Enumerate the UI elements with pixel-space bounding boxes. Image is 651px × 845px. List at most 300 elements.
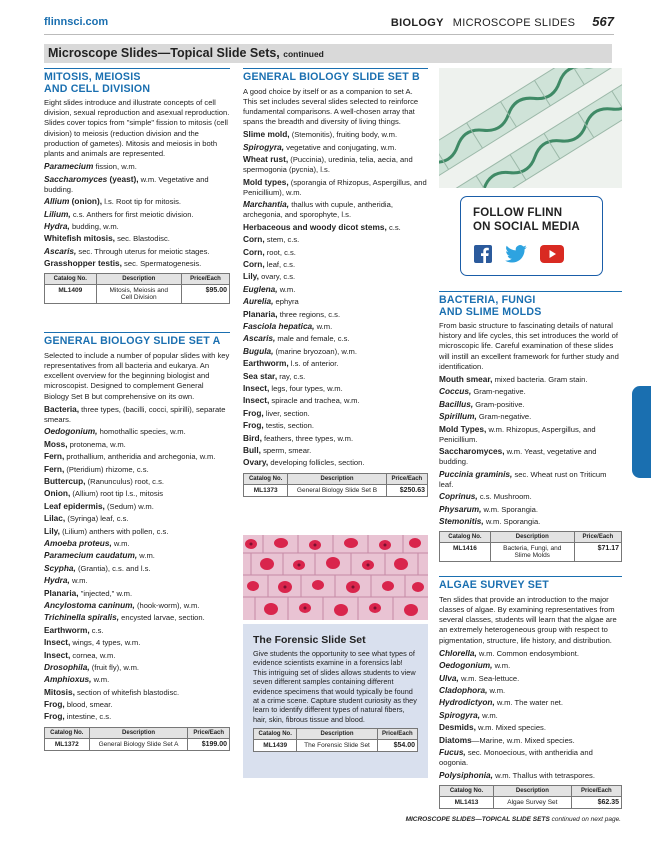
list-item [243,284,428,295]
item-name: Saccharomyces, [439,446,505,457]
social-title [473,206,580,234]
item-desc: w.m. Sporangia. [483,517,541,527]
stained-cells-image [243,535,428,620]
item-name: Herbaceous and woody dicot stems, [243,221,387,232]
item-name: Frog, [243,407,264,418]
th-cat: Catalog No. [440,532,491,543]
item-name: Mouth smear, [439,374,493,385]
item-name: Amoeba proteus, [44,537,112,548]
item-desc: (Syringa) leaf, c.s. [65,514,129,524]
list-item [44,674,230,685]
item-name: Insect, [44,649,71,660]
price: $54.00 [377,740,417,752]
item-name: Frog, [243,420,264,431]
item-desc: Gram-negative. [476,412,532,422]
forensic-table [253,728,418,752]
item-desc: w.m. [91,675,110,685]
mitosis-intro: Eight slides introduce and illustrate concepts of cell division, sexual reproduction and asexual reproduction. Slides cover topics from "simple" fission to mitosis (cell division) to meiosis (reduction division and the production of gametes). Mitosis and meiosis in both plants and animals are represented. [44,98,230,159]
product-line-1: Mitosis, Meiosis and [109,287,169,295]
item-desc: w.m. [111,538,130,548]
product-description: The Forensic Slide Set [297,740,377,752]
list-item [243,247,428,258]
gbsa-heading: GENERAL BIOLOGY SLIDE SET A [44,332,230,348]
item-name: Moss, [44,438,68,449]
list-item [44,612,230,623]
list-item [44,650,230,661]
th-cat: Catalog No. [45,727,90,738]
item-desc: (Sedum) w.m. [104,501,154,511]
item-name: Bird, [243,432,262,443]
list-item [44,526,230,537]
social-media-box [460,196,603,276]
list-item [44,711,230,722]
item-name: Oedogonium, [44,426,98,437]
list-item [243,154,428,175]
gbsa-intro: Selected to include a number of popular slides with key representatives from all bacteria and eukarya. An excellent overview for the beginning biologist and microscopist. Designed to complement General Biology Set B but comprehensive on its own. [44,350,230,401]
item-desc: c.s. Anthers for first meiotic division. [70,209,194,219]
column-1 [44,68,230,751]
item-desc: w.m. [69,576,88,586]
list-item [439,722,622,733]
list-item [243,346,428,357]
list-item [439,660,622,671]
item-name: Wheat rust, [243,154,289,165]
section-tab[interactable] [632,386,651,478]
item-name: Bacteria, [44,403,80,414]
forensic-box [243,624,428,778]
item-name: Hydrodictyon, [439,697,495,708]
list-item [439,685,622,696]
gbsa-list [44,404,230,723]
item-name: Slime mold, [243,129,290,140]
mitosis-title-2: AND CELL DIVISION [44,82,151,95]
list-item [44,404,230,425]
item-desc: sec. Blastodisc. [115,234,170,244]
th-price: Price/Each [386,473,427,484]
item-desc: (Puccinia), uredinia, telia, aecia, and spermogonia (pycnia), l.s. [243,155,413,175]
item-desc: c.s. Mushroom. [477,492,532,502]
item-name: Euglena, [243,283,278,294]
algae-intro: Ten slides that provide an introduction to the major classes of algae. By examining representatives from several classes, students will learn that the algae are an extremely heterogeneous group with respect to pigmentation, structure, life history, and distribution. [439,594,617,645]
item-name: Polysiphonia, [439,769,493,780]
list-item [243,445,428,456]
item-name: Trichinella spiralis, [44,612,120,623]
header-rule [44,34,614,35]
list-item [243,433,428,444]
list-item [243,383,428,394]
th-cat: Catalog No. [440,785,494,796]
item-name: Diatoms [439,734,472,745]
list-item [243,457,428,468]
price: $71.17 [574,543,621,562]
th-price: Price/Each [188,727,230,738]
item-desc: (Pteridium) rhizome, c.s. [64,464,149,474]
item-desc: liver, section. [263,408,310,418]
item-name: Bacillus, [439,398,474,409]
algae-table [439,785,622,809]
item-name: Amphioxus, [44,674,92,685]
item-name: Fucus, [439,746,466,757]
item-desc: prothallium, antheridia and archegonia, w.m. [64,452,216,462]
list-item [44,464,230,475]
item-desc: (Stemonitis), fruiting body, w.m. [289,130,398,140]
list-item [439,710,622,721]
item-desc: (sporangia of Rhizopus, Aspergillus, and Penicillium), w.m. [243,177,427,197]
item-name: Coccus, [439,386,472,397]
item-name: Leaf epidermis, [44,500,105,511]
catalog-number: ML1413 [440,796,494,808]
site-url[interactable]: flinnsci.com [44,16,109,28]
list-item [44,550,230,561]
item-name: Grasshopper testis, [44,258,122,269]
section-label: BIOLOGY [390,17,444,29]
item-name: Insect, [243,395,270,406]
twitter-icon[interactable] [505,245,527,263]
item-desc: w.m. Rhizopus, Aspergillus, and Penicillium. [439,424,596,444]
item-desc: w.m. [492,661,511,671]
item-name: Fern, [44,463,65,474]
item-name: Corn, [243,234,265,245]
table-row[interactable] [45,738,230,750]
th-cat: Catalog No. [45,274,97,285]
item-name: Earthworm, [243,358,289,369]
item-desc: w.m. [480,710,498,720]
bacteria-list [439,374,622,527]
item-desc: spiracle and trachea, w.m. [269,396,360,406]
list-item [439,399,622,410]
table-row[interactable] [440,543,622,562]
catalog-number: ML1439 [254,740,297,752]
list-item [44,488,230,499]
item-desc: budding, w.m. [69,221,119,231]
item-desc: ray, c.s. [277,371,306,381]
item-name: Onion, [44,488,71,499]
facebook-icon[interactable] [474,245,492,263]
item-name: Ascaris, [44,245,77,256]
list-item [44,637,230,648]
item-name: Coprinus, [439,491,478,502]
list-item [44,209,230,220]
item-desc: legs, four types, w.m. [269,383,343,393]
list-item [439,386,622,397]
bacteria-title-2: AND SLIME MOLDS [439,305,542,318]
list-item [243,321,428,332]
list-item [44,588,230,599]
list-item [44,600,230,611]
item-desc: c.s. [386,222,401,232]
product-description [490,543,574,562]
th-cat: Catalog No. [254,729,297,740]
item-desc: three types, (bacilli, cocci, spirilli), separate smears. [44,404,226,425]
list-item [439,469,622,490]
table-row[interactable] [45,285,230,304]
algae-heading: ALGAE SURVEY SET [439,576,622,592]
list-item [44,662,230,673]
item-desc: ephyra [273,297,299,307]
list-item [243,358,428,369]
mitosis-list [44,161,230,269]
column-3 [439,291,622,809]
item-desc: leaf, c.s. [264,260,296,270]
item-desc: Gram-positive. [473,399,525,409]
list-item [439,770,622,781]
th-desc: Description [493,785,571,796]
item-name: Paramecium caudatum, [44,550,138,561]
list-item [243,142,428,153]
table-row[interactable] [440,796,622,808]
item-desc: (Lilium) anthers with pollen, c.s. [59,526,169,536]
table-row[interactable] [244,484,428,496]
list-item [243,199,428,220]
list-item [44,174,230,195]
list-item [44,501,230,512]
list-item [243,271,428,282]
item-name: Spirogyra, [243,141,285,152]
spirogyra-image [439,68,622,188]
item-desc: w.m. Sporangia. [481,504,538,514]
item-desc: l.s. Root tip for mitosis. [102,197,181,207]
item-name: Bugula, [243,345,274,356]
item-name: Mold types, [243,176,289,187]
catalog-number: ML1409 [45,285,97,304]
list-item [243,371,428,382]
item-desc: cornea, w.m. [70,650,116,660]
gbsb-list [243,129,428,468]
th-price: Price/Each [574,532,621,543]
forensic-title: The Forensic Slide Set [253,634,366,646]
item-desc: root, c.s. [264,247,296,257]
item-desc: w.m. The water net. [494,698,564,708]
item-name-suffix: (yeast), [107,173,139,184]
item-name: Insect, [44,637,71,648]
th-desc: Description [89,727,188,738]
list-item [44,513,230,524]
list-item [439,516,622,527]
item-name: Lily, [243,271,259,282]
subsection-label: MICROSCOPE SLIDES [452,17,576,29]
item-desc: intestine, c.s. [64,712,112,722]
item-desc: (fruit fly), w.m. [89,662,139,672]
product-description: General Biology Slide Set B [288,484,386,496]
forensic-body: Give students the opportunity to see what types of evidence scientists examine in a forensics lab! This intriguing set of slides allows students to view seven different samples containing different evidence specimens that would typically be found at a crime scene. Capture student curiosity as they learn to identify different types of natural fibers, hair, skin, fibrous tissue and blood. [253,649,417,724]
item-name: Ulva, [439,672,459,683]
banner-continued: continued [283,49,324,59]
item-name: Lilium, [44,208,71,219]
bacteria-heading [439,291,622,318]
footer-rest: continued on next page. [549,816,621,823]
item-desc: sperm, smear. [260,445,312,455]
list-item [44,258,230,269]
list-item [44,538,230,549]
catalog-number: ML1416 [440,543,491,562]
page-header [44,14,614,36]
social-line-1: FOLLOW FLINN [473,207,563,219]
item-desc: testis, section. [263,421,314,431]
item-name-suffix: (onion), [69,196,103,207]
list-item [44,426,230,437]
item-desc: feathers, three types, w.m. [261,433,354,443]
item-name: Marchantia, [243,199,290,210]
list-item [243,333,428,344]
price: $199.00 [188,738,230,750]
item-desc: w.m. [487,686,506,696]
item-name: Chlorella, [439,647,477,658]
item-desc: thallus with cupule, antheridia, archegonia, and sporophyte, l.s. [243,200,393,220]
item-desc: w.m. [137,551,155,561]
item-name: Ancylostoma caninum, [44,599,135,610]
th-desc: Description [297,729,377,740]
footer-note [406,816,621,823]
item-desc: mixed bacteria. Gram stain. [492,375,588,385]
bacteria-intro: From basic structure to fascinating details of natural history and life cycles, this set introduces the world of microscopic life. Careful examination of these slides will instill an excellent framework for further study and identification. [439,321,619,371]
list-item [243,420,428,431]
list-item [44,451,230,462]
mitosis-table [44,273,230,304]
item-desc: (marine bryozoan), w.m. [273,346,357,356]
item-desc: w.m. Mixed species. [475,723,546,733]
item-name: Insect, [243,382,270,393]
item-desc: sec. Spermatogenesis. [121,259,202,269]
th-cat: Catalog No. [244,473,288,484]
item-name: Frog, [44,699,65,710]
list-item [243,408,428,419]
list-item [439,374,622,385]
list-item [439,491,622,502]
item-desc: stem, c.s. [264,235,300,245]
list-item [439,411,622,422]
column-2 [243,68,428,497]
list-item [439,735,622,746]
item-desc: homothallic species, w.m. [97,427,186,437]
footer-main: MICROSCOPE SLIDES—TOPICAL SLIDE SETS [405,816,550,823]
list-item [44,575,230,586]
list-item [243,395,428,406]
item-name: Hydra, [44,220,70,231]
header-section [391,14,614,29]
item-desc: w.m. [314,322,333,331]
list-item [243,296,428,307]
product-line-1: Bacteria, Fungi, and [503,545,562,553]
list-item [44,563,230,574]
product-description: General Biology Slide Set A [89,738,188,750]
gbsb-table [243,473,428,497]
list-item [243,129,428,140]
item-desc: w.m. Yeast, vegetative and budding. [439,447,597,467]
item-desc: ovary, c.s. [258,272,296,282]
catalog-number: ML1373 [244,484,288,496]
item-name: Buttercup, [44,476,86,487]
item-name: Physarum, [439,503,482,514]
item-desc: (Grantia), c.s. and l.s. [75,563,151,573]
item-desc: w.m. [277,284,296,294]
list-item [439,747,622,768]
section-banner [44,44,612,63]
price: $250.63 [386,484,427,496]
item-name: Saccharomyces [44,173,108,184]
list-item [44,221,230,232]
item-desc: protonema, w.m. [67,439,126,449]
th-price: Price/Each [571,785,621,796]
item-desc: (hook-worm), w.m. [134,600,200,610]
gbsb-intro: A good choice by itself or as a companion to set A. This set includes several slides selected to reinforce fundamental comparisons. A well-chosen array that spans the breadth and diversity of living things. [243,86,419,127]
item-name: Lily, [44,525,60,536]
item-name: Scypha, [44,562,76,573]
item-name: Whitefish mitosis, [44,233,115,244]
th-desc: Description [490,532,574,543]
item-name: Planaria, [243,308,278,319]
bacteria-title-1: BACTERIA, FUNGI [439,294,536,306]
table-row[interactable] [254,740,418,752]
mitosis-title-1: MITOSIS, MEIOSIS [44,71,141,83]
item-name: Earthworm, [44,624,90,635]
algae-list [439,648,622,781]
social-line-2: ON SOCIAL MEDIA [473,221,580,233]
item-desc: (Ranunculus) root, c.s. [85,477,164,487]
bacteria-table [439,531,622,562]
item-name: Ascaris, [243,333,276,344]
product-description [96,285,181,304]
price: $95.00 [182,285,230,304]
list-item [44,699,230,710]
item-name: Stemonitis, [439,516,484,527]
item-desc: three regions, c.s. [277,309,341,319]
youtube-icon[interactable] [540,245,564,263]
gbsa-table [44,727,230,751]
item-name: Aurelia, [243,296,274,307]
item-desc: sec. Wheat rust on Triticum leaf. [439,469,607,489]
th-price: Price/Each [377,729,417,740]
banner-title: Microscope Slides—Topical Slide Sets, [48,46,280,60]
item-name: Corn, [243,259,265,270]
item-desc: "injected," w.m. [78,588,133,598]
th-desc: Description [96,274,181,285]
item-name: Planaria, [44,587,79,598]
item-name: Spirogyra, [439,709,481,720]
item-name: Ovary, [243,457,269,468]
item-desc: sec. Through uterus for meiotic stages. [76,246,210,256]
catalog-number: ML1372 [45,738,90,750]
list-item [44,246,230,257]
item-desc: developing follicles, section. [268,458,365,468]
product-line-2: Cell Division [120,294,157,302]
stained-cells-photo [243,535,428,620]
list-item [243,309,428,320]
item-desc: w.m. Sea-lettuce. [458,673,520,683]
item-desc: vegetative and conjugating, w.m. [284,142,397,152]
item-name: Puccinia graminis, [439,468,513,479]
item-desc: w.m. Vegetative and budding. [44,174,209,194]
gbsb-heading: GENERAL BIOLOGY SLIDE SET B [243,68,428,84]
item-name: Paramecium [44,161,94,172]
item-name: Spirillum, [439,411,477,422]
mitosis-heading [44,68,230,95]
item-desc: c.s. [89,625,104,635]
item-name: Corn, [243,246,265,257]
item-desc: w.m. Thallus with tetraspores. [492,770,595,780]
list-item [44,161,230,172]
list-item [439,648,622,659]
item-desc: —Marine, w.m. Mixed species. [471,735,575,745]
product-description: Algae Survey Set [493,796,571,808]
list-item [44,476,230,487]
item-name: Hydra, [44,575,70,586]
item-name: Fern, [44,451,65,462]
price: $62.35 [571,796,621,808]
list-item [439,673,622,684]
list-item [44,233,230,244]
th-desc: Description [288,473,386,484]
item-desc: fission, w.m. [93,162,137,172]
